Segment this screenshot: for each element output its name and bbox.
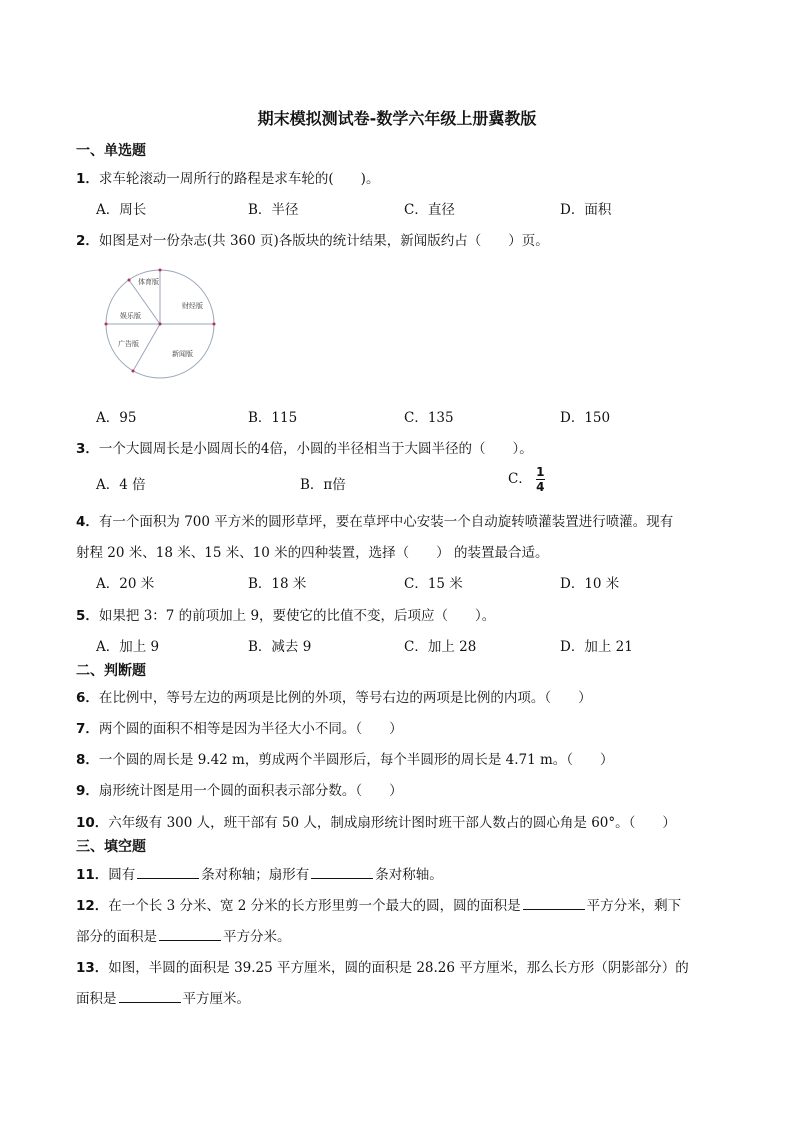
question-4 bbox=[76, 510, 673, 530]
question-text: 条对称轴；扇形有 bbox=[201, 867, 310, 883]
pie-label-advertising: 广告版 bbox=[118, 340, 139, 348]
page-title: 期末模拟测试卷-数学六年级上册冀教版 bbox=[257, 109, 537, 128]
question-number: 12． bbox=[76, 898, 109, 914]
option-c-label: C． bbox=[508, 471, 532, 487]
question-number: 2． bbox=[76, 233, 99, 249]
pie-edge-dot bbox=[128, 279, 131, 282]
question-2 bbox=[76, 229, 549, 249]
pie-center-dot bbox=[159, 323, 162, 326]
question-6 bbox=[76, 686, 592, 706]
option-c: C．直径 bbox=[404, 202, 455, 218]
question-text: 面积是 bbox=[76, 991, 117, 1007]
question-text: 一个圆的周长是 9.42 m，剪成两个半圆形后，每个半圆形的周长是 4.71 m。（ ） bbox=[98, 752, 614, 768]
pie-label-news: 新闻版 bbox=[172, 350, 193, 358]
question-number: 7． bbox=[76, 721, 99, 737]
question-text: 平方分米，剩下 bbox=[586, 898, 682, 914]
question-4-line2: 射程 20 米、18 米、15 米、10 米的四种装置，选择（ ） 的装置最合适。 bbox=[76, 545, 549, 561]
option-a: A．95 bbox=[96, 410, 137, 426]
question-number: 4． bbox=[76, 514, 99, 530]
section-heading-true-false: 二、判断题 bbox=[76, 663, 146, 679]
pie-edge-dot bbox=[105, 323, 108, 326]
option-c: C．135 bbox=[404, 410, 454, 426]
option-a: A．20 米 bbox=[96, 576, 155, 592]
pie-chart bbox=[100, 268, 220, 388]
fraction-numerator: 1 bbox=[536, 465, 545, 479]
fraction-denominator: 4 bbox=[536, 480, 545, 494]
pie-edge-dot bbox=[213, 323, 216, 326]
option-c: C．15 米 bbox=[404, 576, 463, 592]
question-text: 圆有 bbox=[108, 867, 136, 883]
answer-blank[interactable] bbox=[311, 866, 373, 879]
question-text: 在一个长 3 分米、宽 2 分米的长方形里剪一个最大的圆，圆的面积是 bbox=[108, 898, 521, 914]
answer-blank[interactable] bbox=[159, 928, 221, 941]
question-text: 一个大圆周长是小圆周长的4倍，小圆的半径相当于大圆半径的（ ）。 bbox=[98, 441, 533, 457]
option-d: D．加上 21 bbox=[560, 639, 633, 655]
option-a: A．加上 9 bbox=[96, 639, 160, 655]
question-13 bbox=[76, 956, 689, 976]
question-text: 两个圆的面积不相等是因为半径大小不同。（ ） bbox=[98, 721, 403, 737]
option-b: B．半径 bbox=[248, 202, 299, 218]
question-text: 如图是对一份杂志(共 360 页)各版块的统计结果，新闻版约占（ ）页。 bbox=[98, 233, 549, 249]
question-number: 3． bbox=[76, 441, 99, 457]
question-12-line2 bbox=[76, 925, 291, 945]
pie-label-entertainment: 娱乐版 bbox=[120, 312, 141, 320]
answer-blank[interactable] bbox=[523, 897, 585, 910]
pie-label-finance: 财经版 bbox=[182, 302, 203, 310]
question-10 bbox=[76, 811, 676, 831]
pie-edge-dot bbox=[159, 269, 162, 272]
question-number: 1． bbox=[76, 171, 99, 187]
question-number: 5． bbox=[76, 608, 99, 624]
question-number: 10． bbox=[76, 815, 109, 831]
question-text: 如果把 3：7 的前项加上 9，要使它的比值不变，后项应（ ）。 bbox=[98, 608, 496, 624]
pie-label-sports: 体育版 bbox=[138, 278, 159, 286]
option-a: A．周长 bbox=[96, 202, 147, 218]
question-11 bbox=[76, 863, 443, 883]
option-a: A．4 倍 bbox=[96, 477, 146, 493]
question-text-line1: 有一个面积为 700 平方米的圆形草坪，要在草坪中心安装一个自动旋转喷灌装置进行喷灌。现有 bbox=[98, 514, 674, 530]
fraction-one-quarter bbox=[536, 466, 545, 493]
section-heading-single-choice: 一、单选题 bbox=[76, 143, 146, 159]
question-number: 8． bbox=[76, 752, 99, 768]
option-c: C．加上 28 bbox=[404, 639, 477, 655]
option-b: B．18 米 bbox=[248, 576, 307, 592]
question-12 bbox=[76, 894, 681, 914]
question-8 bbox=[76, 748, 614, 768]
question-text: 在比例中，等号左边的两项是比例的外项，等号右边的两项是比例的内项。（ ） bbox=[98, 690, 592, 706]
question-number: 9． bbox=[76, 783, 99, 799]
section-heading-fill-in: 三、填空题 bbox=[76, 839, 146, 855]
option-d: D．10 米 bbox=[560, 576, 620, 592]
option-b: B．π倍 bbox=[300, 477, 346, 493]
option-b: B．115 bbox=[248, 410, 298, 426]
question-number: 6． bbox=[76, 690, 99, 706]
question-text: 扇形统计图是用一个圆的面积表示部分数。（ ） bbox=[98, 783, 403, 799]
question-1 bbox=[76, 167, 379, 187]
question-3 bbox=[76, 437, 533, 457]
question-text: 求车轮滚动一周所行的路程是求车轮的( )。 bbox=[98, 171, 380, 187]
question-9 bbox=[76, 779, 403, 799]
option-d: D．150 bbox=[560, 410, 611, 426]
question-text: 平方厘米。 bbox=[182, 991, 250, 1007]
question-text: 六年级有 300 人，班干部有 50 人，制成扇形统计图时班干部人数占的圆心角是 60°。（ ） bbox=[108, 815, 676, 831]
question-7 bbox=[76, 717, 403, 737]
question-number: 13． bbox=[76, 960, 109, 976]
question-13-line2 bbox=[76, 987, 250, 1007]
question-text: 条对称轴。 bbox=[375, 867, 443, 883]
option-b: B．减去 9 bbox=[248, 639, 312, 655]
option-d: D．面积 bbox=[560, 202, 612, 218]
question-5 bbox=[76, 604, 495, 624]
question-text: 平方分米。 bbox=[223, 929, 291, 945]
question-text: 如图，半圆的面积是 39.25 平方厘米，圆的面积是 28.26 平方厘米，那么长方形（阴影部分）的 bbox=[108, 960, 689, 976]
answer-blank[interactable] bbox=[137, 866, 199, 879]
question-text: 部分的面积是 bbox=[76, 929, 157, 945]
pie-edge-dot bbox=[132, 370, 135, 373]
answer-blank[interactable] bbox=[119, 990, 181, 1003]
option-c bbox=[508, 466, 545, 493]
question-number: 11． bbox=[76, 867, 109, 883]
